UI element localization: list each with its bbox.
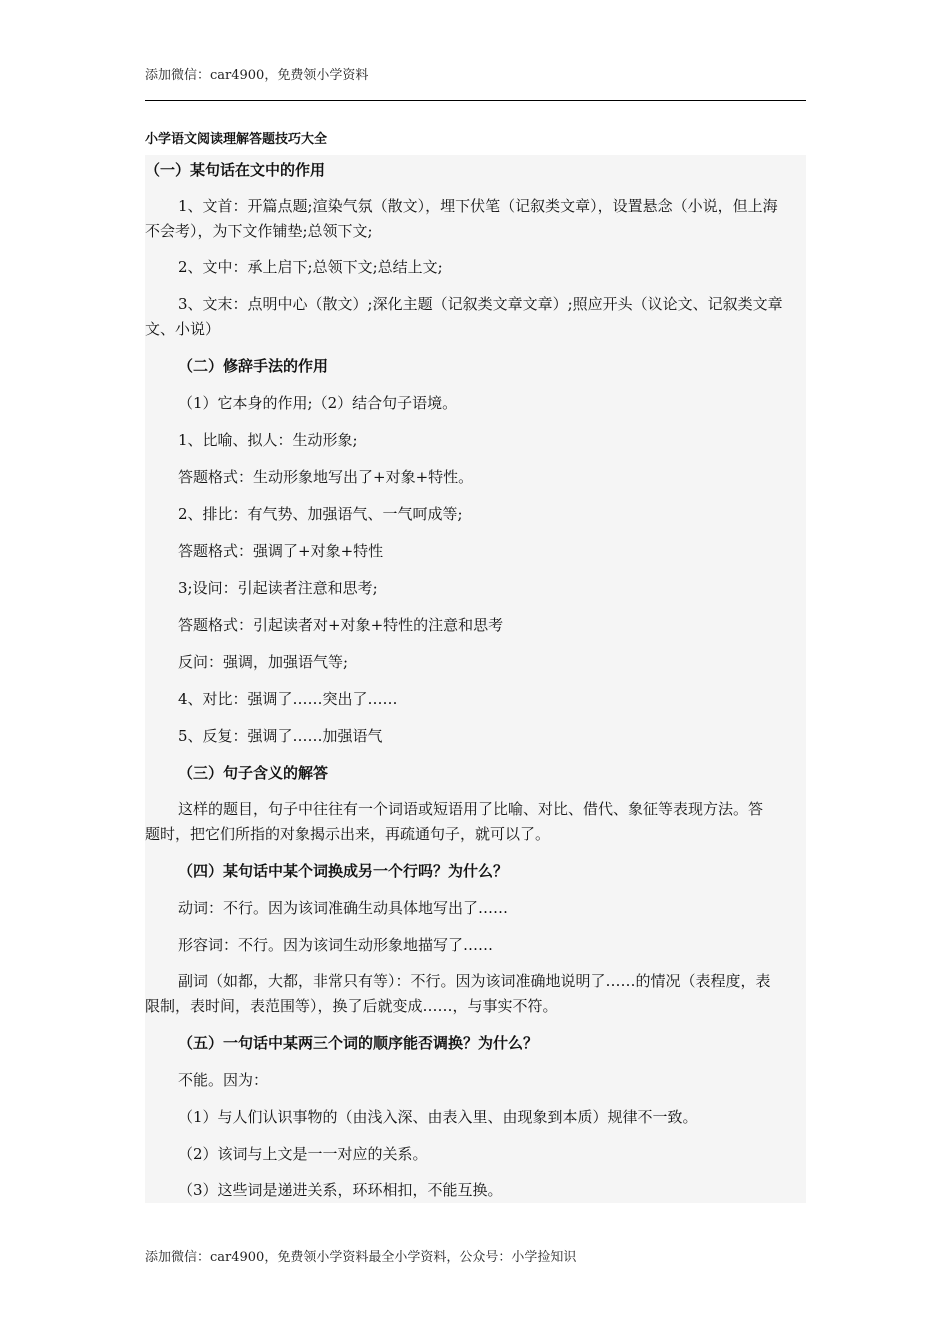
paragraph-continuation: 题时，把它们所指的对象揭示出来，再疏通句子，就可以了。: [145, 825, 551, 843]
list-item: （1）它本身的作用;（2）结合句子语境。: [178, 394, 458, 412]
paragraph-continuation: 文、小说）: [145, 320, 221, 338]
list-item: 反问：强调，加强语气等;: [178, 653, 349, 671]
header-divider: [145, 100, 806, 101]
paragraph: 2、文中：承上启下;总领下文;总结上文;: [178, 258, 443, 276]
paragraph: 1、文首：开篇点题;渲染气氛（散文），埋下伏笔（记叙类文章），设置悬念（小说，但上海: [178, 197, 778, 215]
section-3-heading: （三）句子含义的解答: [178, 764, 329, 782]
paragraph-continuation: 限制，表时间，表范围等），换了后就变成……，与事实不符。: [145, 997, 558, 1015]
paragraph: 3、文末：点明中心（散文）;深化主题（记叙类文章文章）;照应开头（议论文、记叙类文章: [178, 295, 783, 313]
page-footer: 添加微信：car4900，免费领小学资料最全小学资料，公众号：小学捡知识: [145, 1250, 577, 1265]
paragraph-continuation: 不会考），为下文作铺垫;总领下文;: [145, 222, 373, 240]
paragraph: 动词：不行。因为该词准确生动具体地写出了……: [178, 899, 509, 917]
page-header: 添加微信：car4900，免费领小学资料: [145, 68, 369, 83]
paragraph: 副词（如都，大都，非常只有等）：不行。因为该词准确地说明了……的情况（表程度，表: [178, 972, 771, 990]
list-item: 答题格式：强调了+对象+特性: [178, 542, 384, 560]
list-item: 不能。因为：: [178, 1071, 269, 1089]
list-item: （1）与人们认识事物的（由浅入深、由表入里、由现象到本质）规律不一致。: [178, 1108, 698, 1126]
paragraph: 形容词：不行。因为该词生动形象地描写了……: [178, 936, 494, 954]
section-5-heading: （五）一句话中某两三个词的顺序能否调换？为什么？: [178, 1034, 539, 1052]
list-item: 5、反复：强调了……加强语气: [178, 727, 383, 745]
list-item: 答题格式：引起读者对+对象+特性的注意和思考: [178, 616, 504, 634]
list-item: 答题格式：生动形象地写出了+对象+特性。: [178, 468, 474, 486]
paragraph: 这样的题目，句子中往往有一个词语或短语用了比喻、对比、借代、象征等表现方法。答: [178, 800, 764, 818]
document-title: 小学语文阅读理解答题技巧大全: [145, 132, 328, 147]
list-item: （2）该词与上文是一一对应的关系。: [178, 1145, 428, 1163]
list-item: 1、比喻、拟人：生动形象;: [178, 431, 358, 449]
list-item: 3;设问：引起读者注意和思考;: [178, 579, 378, 597]
list-item: 2、排比：有气势、加强语气、一气呵成等;: [178, 505, 463, 523]
list-item: （3）这些词是递进关系，环环相扣，不能互换。: [178, 1181, 503, 1199]
document-body: [145, 155, 806, 1203]
section-2-heading: （二）修辞手法的作用: [178, 357, 329, 375]
section-1-heading: （一）某句话在文中的作用: [145, 161, 326, 179]
section-4-heading: （四）某句话中某个词换成另一个行吗？为什么？: [178, 862, 509, 880]
list-item: 4、对比：强调了……突出了……: [178, 690, 398, 708]
